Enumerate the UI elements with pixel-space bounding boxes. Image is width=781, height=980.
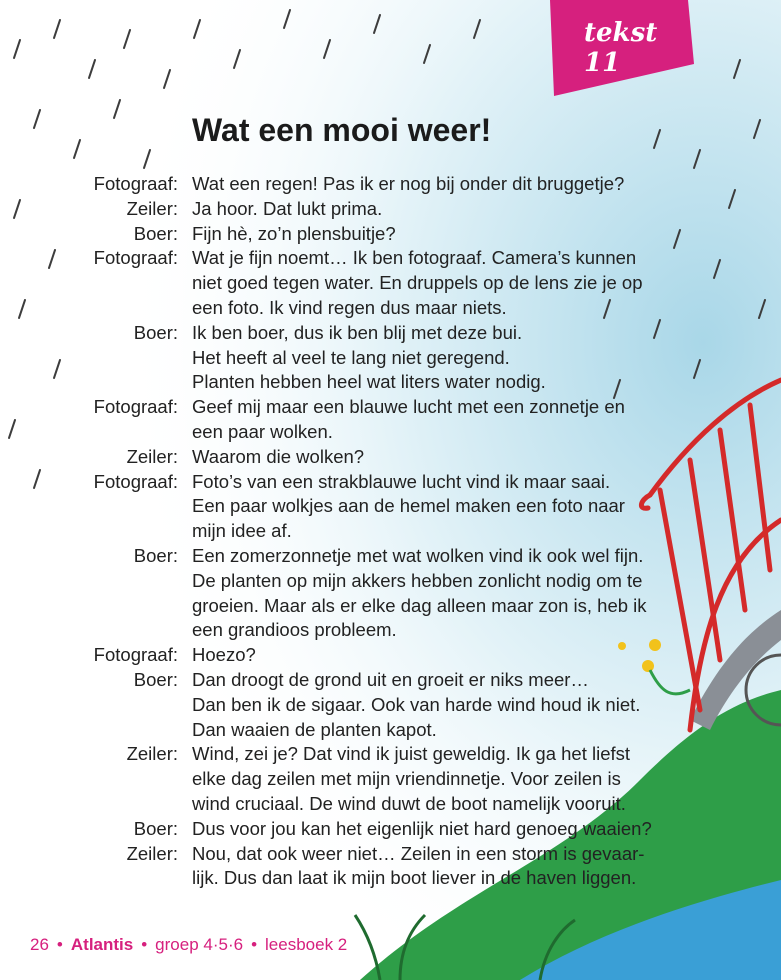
- speaker-label: [0, 792, 178, 817]
- dialogue-text: Nou, dat ook weer niet… Zeilen in een storm is gevaar-: [192, 842, 645, 864]
- speaker-label: [0, 519, 178, 544]
- dialogue-line: [0, 718, 781, 743]
- dialogue-text: een grandioos probleem.: [192, 619, 397, 641]
- dialogue-text: wind cruciaal. De wind duwt de boot namelijk vooruit.: [192, 792, 626, 814]
- dialogue-text: Geef mij maar een blauwe lucht met een zonnetje en: [192, 396, 625, 418]
- speaker-label: Fotograaf:: [93, 247, 178, 269]
- dialogue-line: [0, 271, 781, 296]
- dialogue-line: [0, 172, 781, 197]
- dialogue-line: [0, 346, 781, 371]
- dialogue-line: [0, 618, 781, 643]
- footer-separator: •: [251, 935, 258, 954]
- dialogue-line: [0, 296, 781, 321]
- dialogue-line: [0, 767, 781, 792]
- dialogue-text: Waarom die wolken?: [192, 445, 365, 467]
- dialogue-text: Foto’s van een strakblauwe lucht vind ik maar saai.: [192, 470, 611, 492]
- dialogue-line: [0, 494, 781, 519]
- speaker-label: Fotograaf:: [93, 644, 178, 666]
- dialogue-text: een foto. Ik vind regen dus maar niets.: [192, 296, 507, 318]
- dialogue-line: [0, 792, 781, 817]
- speaker-label: [0, 346, 178, 371]
- speaker-label: Zeiler:: [126, 445, 178, 467]
- dialogue-text: Planten hebben heel wat liters water nodig.: [192, 371, 546, 393]
- dialogue-text: Wat een regen! Pas ik er nog bij onder dit bruggetje?: [192, 173, 625, 194]
- dialogue-line: [0, 594, 781, 619]
- footer-separator: •: [141, 935, 148, 954]
- speaker-label: Zeiler:: [126, 842, 178, 864]
- dialogue-text: Dan ben ik de sigaar. Ook van harde wind houd ik niet.: [192, 693, 641, 715]
- group-label: groep 4·5·6: [155, 935, 244, 954]
- speaker-label: [0, 271, 178, 296]
- dialogue-line: [0, 866, 781, 891]
- dialogue-text: Dus voor jou kan het eigenlijk niet hard genoeg waaien?: [192, 817, 652, 839]
- dialogue-line: [0, 420, 781, 445]
- dialogue-line: [0, 668, 781, 693]
- dialogue-text: Hoezo?: [192, 644, 256, 666]
- speaker-label: Boer:: [133, 222, 178, 244]
- dialogue-text: De planten op mijn akkers hebben zonlicht nodig om te: [192, 569, 643, 591]
- speaker-label: Fotograaf:: [93, 396, 178, 418]
- speaker-label: [0, 718, 178, 743]
- book-title: Atlantis: [70, 935, 134, 954]
- dialogue-text: Wat je fijn noemt… Ik ben fotograaf. Camera’s kunnen: [192, 247, 637, 269]
- dialogue-line: [0, 519, 781, 544]
- dialogue-text: Het heeft al veel te lang niet geregend.: [192, 346, 510, 368]
- dialogue-text: Een paar wolkjes aan de hemel maken een foto naar: [192, 495, 625, 517]
- dialogue-line: [0, 197, 781, 222]
- tab-label: tekst 11: [584, 18, 658, 78]
- footer-separator: •: [56, 935, 63, 954]
- dialogue-text: groeien. Maar als er elke dag alleen maar zon is, heb ik: [192, 594, 647, 616]
- dialogue-text: Ik ben boer, dus ik ben blij met deze bui.: [192, 321, 523, 343]
- speaker-label: Boer:: [133, 668, 178, 690]
- dialogue-text: Wind, zei je? Dat vind ik juist geweldig. Ik ga het liefst: [192, 743, 631, 765]
- reader-label: leesboek 2: [265, 935, 348, 954]
- dialogue-line: [0, 817, 781, 842]
- page-number: 26: [30, 935, 49, 954]
- dialogue-line: [0, 569, 781, 594]
- dialogue-text: elke dag zeilen met mijn vriendinnetje. Voor zeilen is: [192, 768, 621, 790]
- dialogue-text: Ja hoor. Dat lukt prima.: [192, 197, 383, 219]
- dialogue-line: [0, 842, 781, 867]
- speaker-label: Zeiler:: [126, 743, 178, 765]
- speaker-label: [0, 420, 178, 445]
- speaker-label: Fotograaf:: [93, 173, 178, 194]
- speaker-label: [0, 370, 178, 395]
- speaker-label: Boer:: [133, 321, 178, 343]
- speaker-label: [0, 594, 178, 619]
- dialogue-text: Een zomerzonnetje met wat wolken vind ik ook wel fijn.: [192, 544, 644, 566]
- speaker-label: Zeiler:: [126, 197, 178, 219]
- speaker-label: [0, 494, 178, 519]
- dialogue-text: Dan droogt de grond uit en groeit er niks meer…: [192, 668, 589, 690]
- dialogue-line: [0, 693, 781, 718]
- speaker-label: [0, 693, 178, 718]
- speaker-label: [0, 569, 178, 594]
- speaker-label: [0, 618, 178, 643]
- dialogue-line: [0, 445, 781, 470]
- dialogue-text: mijn idee af.: [192, 520, 292, 542]
- speaker-label: [0, 866, 178, 891]
- speaker-label: [0, 296, 178, 321]
- dialogue-line: [0, 742, 781, 767]
- dialogue-line: [0, 544, 781, 569]
- dialogue-line: [0, 643, 781, 668]
- dialogue-line: [0, 395, 781, 420]
- dialogue-text: Dan waaien de planten kapot.: [192, 718, 437, 740]
- dialogue-text: een paar wolken.: [192, 420, 333, 442]
- dialogue: [0, 172, 781, 891]
- speaker-label: Boer:: [133, 817, 178, 839]
- dialogue-line: [0, 370, 781, 395]
- dialogue-text: lijk. Dus dan laat ik mijn boot liever in de haven liggen.: [192, 867, 637, 889]
- speaker-label: [0, 767, 178, 792]
- dialogue-text: niet goed tegen water. En druppels op de lens zie je op: [192, 272, 643, 294]
- page-footer: [30, 935, 347, 955]
- dialogue-line: [0, 321, 781, 346]
- dialogue-line: [0, 222, 781, 247]
- speaker-label: Boer:: [133, 544, 178, 566]
- page-title: Wat een mooi weer!: [192, 112, 492, 148]
- speaker-label: Fotograaf:: [93, 470, 178, 492]
- dialogue-text: Fijn hè, zo’n plensbuitje?: [192, 222, 396, 244]
- dialogue-line: [0, 470, 781, 495]
- dialogue-line: [0, 246, 781, 271]
